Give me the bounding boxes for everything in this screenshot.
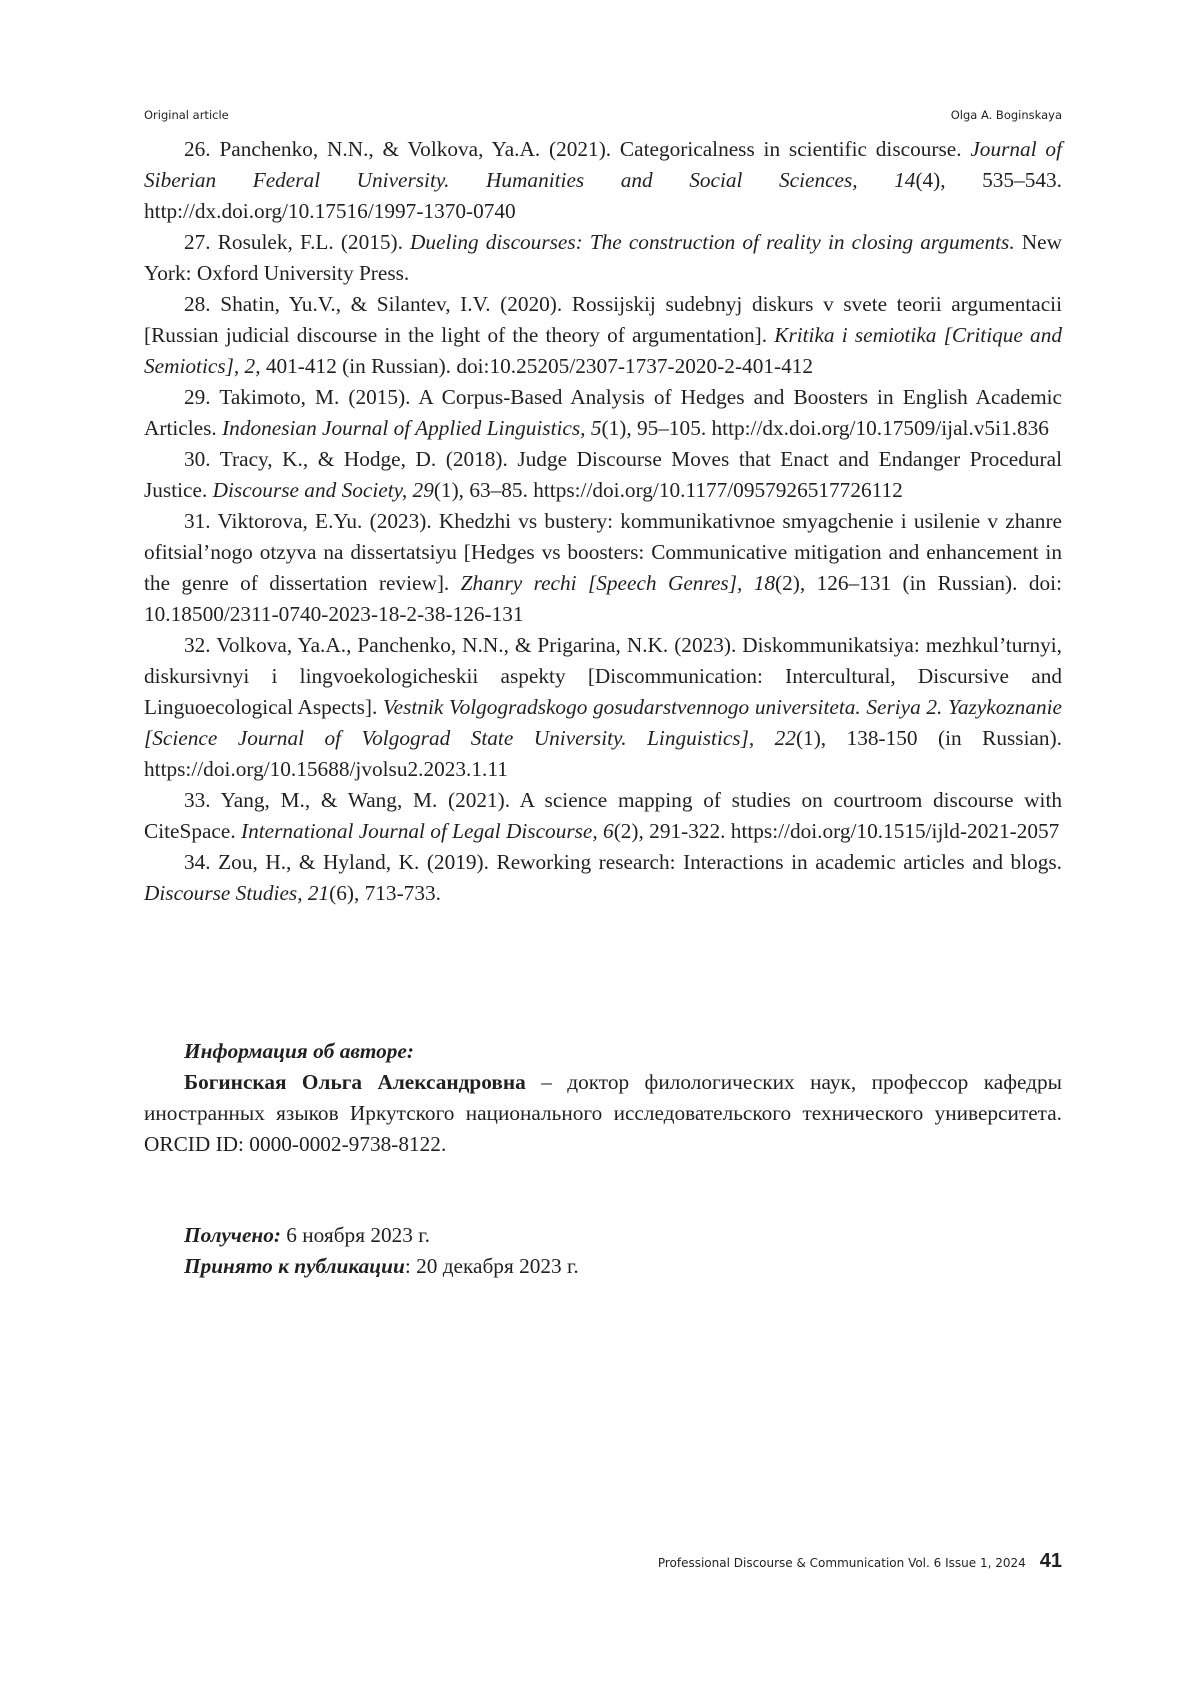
running-head bbox=[144, 108, 1062, 128]
reference-item: 28. Shatin, Yu.V., & Silantev, I.V. (2020). Rossijskij sudebnyj diskurs v svete teorii argumentacii [Russian judicial discourse in the light of the theory of argumentation]. Kritika i semiotika [Critique and Semiotics], 2, 401-412 (in Russian). doi:10.25205/2307-1737-2020-2-401-412 bbox=[144, 292, 1062, 378]
reference-item: 27. Rosulek, F.L. (2015). Dueling discourses: The construction of reality in closing arguments. New York: Oxford University Press. bbox=[144, 230, 1062, 285]
author-description: – доктор филологических наук, профессор кафедры иностранных языков Иркутского национального исследовательского технического университета. ORCID ID: 0000-0002-9738-8122. bbox=[144, 1070, 1062, 1156]
author-name: Богинская Ольга Александровна bbox=[184, 1070, 526, 1094]
article-type: Original article bbox=[144, 108, 229, 122]
author-info-heading: Информация об авторе: bbox=[184, 1039, 414, 1063]
reference-item: 30. Tracy, K., & Hodge, D. (2018). Judge Discourse Moves that Enact and Endanger Procedural Justice. Discourse and Society, 29(1), 63–85. https://doi.org/10.1177/0957926517726112 bbox=[144, 447, 1062, 502]
author-info bbox=[144, 1036, 1062, 1160]
reference-item: 32. Volkova, Ya.A., Panchenko, N.N., & Prigarina, N.K. (2023). Diskommunikatsiya: mezhkul’turnyi, diskursivnyi i lingvoekologicheskii aspekty [Discommunication: Intercultural, Discursive and Linguoecological Aspects]. Vestnik Volgogradskogo gosudarstvennogo universiteta. Seriya 2. Yazykoznanie [Science Journal of Volgograd State University. Linguistics], 22(1), 138-150 (in Russian). https://doi.org/10.15688/jvolsu2.2023.1.11 bbox=[144, 633, 1062, 781]
reference-item: 34. Zou, H., & Hyland, K. (2019). Reworking research: Interactions in academic articles and blogs. Discourse Studies, 21(6), 713-733. bbox=[144, 850, 1062, 905]
accepted-date: Принято к публикации: 20 декабря 2023 г. bbox=[184, 1254, 579, 1278]
page-number: 41 bbox=[1039, 1550, 1062, 1572]
reference-item: 26. Panchenko, N.N., & Volkova, Ya.A. (2021). Categoricalness in scientific discourse. Journal of Siberian Federal University. Humanities and Social Sciences, 14(4), 535–543. http://dx.doi.org/10.17516/1997-1370-0740 bbox=[144, 137, 1062, 223]
reference-list bbox=[144, 134, 1062, 909]
author-running-head: Olga A. Boginskaya bbox=[950, 108, 1062, 122]
reference-item: 33. Yang, M., & Wang, M. (2021). A science mapping of studies on courtroom discourse with CiteSpace. International Journal of Legal Discourse, 6(2), 291-322. https://doi.org/10.1515/ijld-2021-2057 bbox=[144, 788, 1063, 843]
received-date: Получено: 6 ноября 2023 г. bbox=[184, 1223, 430, 1247]
reference-item: 29. Takimoto, M. (2015). A Corpus-Based Analysis of Hedges and Boosters in English Academic Articles. Indonesian Journal of Applied Linguistics, 5(1), 95–105. http://dx.doi.org/10.17509/ijal.v5i1.836 bbox=[144, 385, 1063, 440]
journal-info: Professional Discourse & Communication Vol. 6 Issue 1, 2024 bbox=[657, 1556, 1026, 1570]
reference-item: 31. Viktorova, E.Yu. (2023). Khedzhi vs bustery: kommunikativnoe smyagchenie i usilenie v zhanre ofitsial’nogo otzyva na dissertatsiyu [Hedges vs boosters: Communicative mitigation and enhancement in the genre of dissertation review]. Zhanry rechi [Speech Genres], 18(2), 126–131 (in Russian). doi: 10.18500/2311-0740-2023-18-2-38-126-131 bbox=[144, 509, 1063, 626]
page-footer bbox=[658, 1550, 1062, 1573]
publication-dates bbox=[144, 1220, 1062, 1282]
author-bio bbox=[144, 1067, 1062, 1160]
